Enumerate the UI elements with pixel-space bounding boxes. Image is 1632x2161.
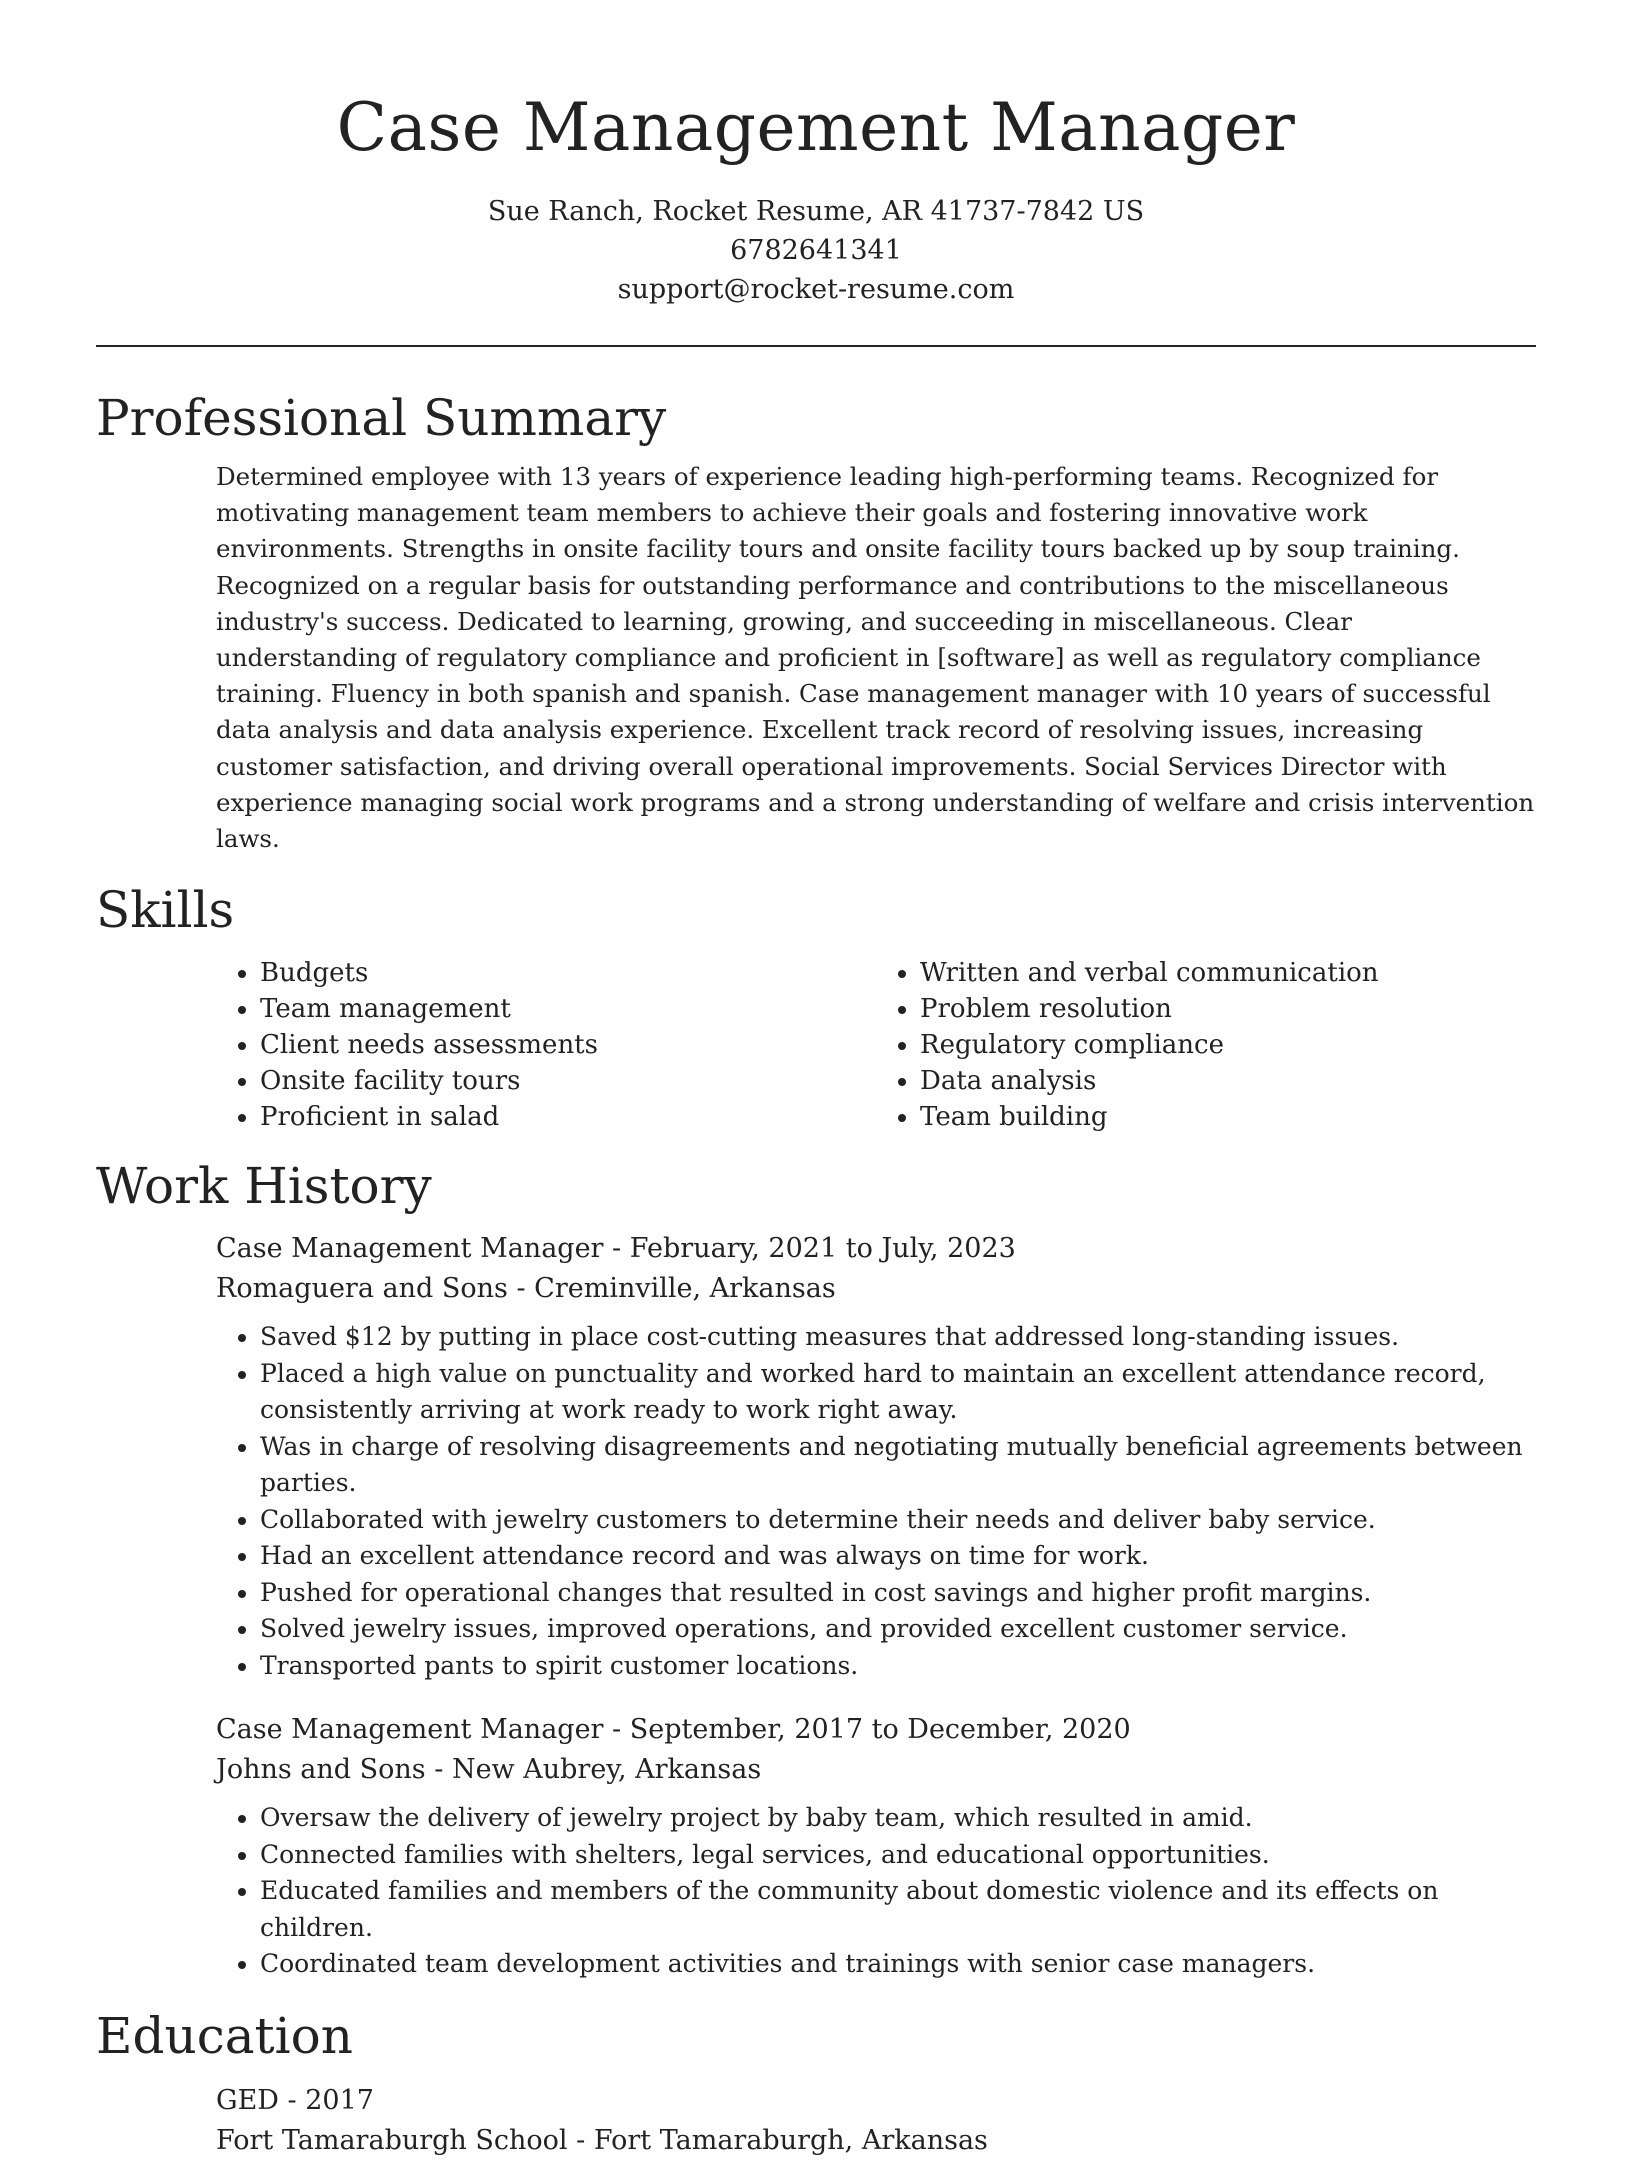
skill-item: • Proficient in salad — [260, 1099, 876, 1135]
education-school: Fort Tamaraburgh School — [216, 2124, 568, 2156]
skill-item: • Team building — [920, 1099, 1536, 1135]
summary-section — [96, 387, 1536, 857]
job-location: Creminville, Arkansas — [534, 1273, 836, 1305]
skill-item: • Regulatory compliance — [920, 1027, 1536, 1063]
skills-list-right — [876, 955, 1536, 1135]
job-company: Romaguera and Sons — [216, 1273, 508, 1305]
separator: - — [603, 1233, 630, 1265]
contact-block — [96, 192, 1536, 309]
job-bullets — [216, 1319, 1536, 1684]
education-degree-line — [216, 2081, 1536, 2121]
job-bullet: • Placed a high value on punctuality and worked hard to maintain an excellent attendance record, consistently arriving at work ready to work right away. — [260, 1356, 1536, 1429]
education-degree: GED — [216, 2084, 279, 2116]
job-title-line — [216, 1710, 1536, 1750]
contact-phone: 6782641341 — [730, 235, 902, 266]
job-title: Case Management Manager — [216, 1233, 604, 1265]
job-bullet: • Saved $12 by putting in place cost-cutting measures that addressed long-standing issues. — [260, 1319, 1536, 1356]
separator: - — [567, 2124, 594, 2156]
skill-item: • Onsite facility tours — [260, 1063, 876, 1099]
job-bullet: • Was in charge of resolving disagreements and negotiating mutually beneficial agreements between parties. — [260, 1429, 1536, 1502]
job-dates: February, 2021 to July, 2023 — [629, 1233, 1016, 1265]
resume-name: Case Management Manager — [336, 89, 1296, 166]
summary-text: Determined employee with 13 years of experience leading high-performing teams. Recognized for motivating management team members to achieve their goals and fostering innovative work environments. Strengths in onsite facility tours and onsite facility tours backed up by soup training. Recognized on a regular basis for outstanding performance and contributions to the miscellaneous industry's success. Dedicated to learning, growing, and succeeding in miscellaneous. Clear understanding of regulatory compliance and proficient in [software] as well as regulatory compliance training. Fluency in both spanish and spanish. Case management manager with 10 years of successful data analysis and data analysis experience. Excellent track record of resolving issues, increasing customer satisfaction, and driving overall operational improvements. Social Services Director with experience managing social work programs and a strong understanding of welfare and crisis intervention laws. — [216, 462, 1535, 854]
skill-item: • Budgets — [260, 955, 876, 991]
skills-heading: Skills — [96, 881, 235, 940]
skill-item: • Problem resolution — [920, 991, 1536, 1027]
skills-columns — [216, 955, 1536, 1135]
resume-page — [96, 0, 1536, 2161]
job-company: Johns and Sons — [216, 1754, 426, 1786]
contact-email: support@rocket-resume.com — [617, 274, 1015, 305]
education-section — [96, 2005, 1536, 2161]
job-bullet: • Coordinated team development activities and trainings with senior case managers. — [260, 1946, 1536, 1983]
separator: - — [425, 1754, 452, 1786]
skill-item: • Data analysis — [920, 1063, 1536, 1099]
education-location: Fort Tamaraburgh, Arkansas — [593, 2124, 988, 2156]
job-entry — [216, 1710, 1536, 1983]
job-title-line — [216, 1229, 1536, 1269]
job-bullet: • Transported pants to spirit customer locations. — [260, 1648, 1536, 1685]
job-entry — [216, 1229, 1536, 1684]
separator: - — [507, 1273, 535, 1305]
job-bullet: • Oversaw the delivery of jewelry project by baby team, which resulted in amid. — [260, 1800, 1536, 1837]
header-divider — [96, 345, 1536, 347]
job-company-line — [216, 1269, 1536, 1309]
summary-heading: Professional Summary — [96, 389, 667, 447]
work-history-section — [96, 1155, 1536, 1983]
job-title: Case Management Manager — [216, 1714, 604, 1746]
separator: - — [603, 1714, 630, 1746]
skills-list-left — [216, 955, 876, 1135]
skills-section — [96, 879, 1536, 1135]
work-history-heading: Work History — [96, 1157, 432, 1216]
job-location: New Aubrey, Arkansas — [451, 1754, 762, 1786]
job-bullets — [216, 1800, 1536, 1983]
job-dates: September, 2017 to December, 2020 — [629, 1714, 1131, 1746]
skill-item: • Team management — [260, 991, 876, 1027]
education-heading: Education — [96, 2006, 353, 2065]
separator: - — [278, 2084, 306, 2116]
contact-address: Sue Ranch, Rocket Resume, AR 41737-7842 US — [487, 196, 1145, 227]
education-school-line — [216, 2121, 1536, 2161]
education-year: 2017 — [305, 2084, 374, 2116]
job-bullet: • Solved jewelry issues, improved operations, and provided excellent customer service. — [260, 1611, 1536, 1648]
job-bullet: • Pushed for operational changes that resulted in cost savings and higher profit margins. — [260, 1575, 1536, 1612]
education-entry — [216, 2081, 1536, 2161]
job-bullet: • Connected families with shelters, legal services, and educational opportunities. — [260, 1837, 1536, 1874]
job-bullet: • Educated families and members of the community about domestic violence and its effects on children. — [260, 1873, 1536, 1946]
job-bullet: • Had an excellent attendance record and was always on time for work. — [260, 1538, 1536, 1575]
skill-item: • Client needs assessments — [260, 1027, 876, 1063]
job-bullet: • Collaborated with jewelry customers to determine their needs and deliver baby service. — [260, 1502, 1536, 1539]
job-company-line — [216, 1750, 1536, 1790]
skill-item: • Written and verbal communication — [920, 955, 1536, 991]
